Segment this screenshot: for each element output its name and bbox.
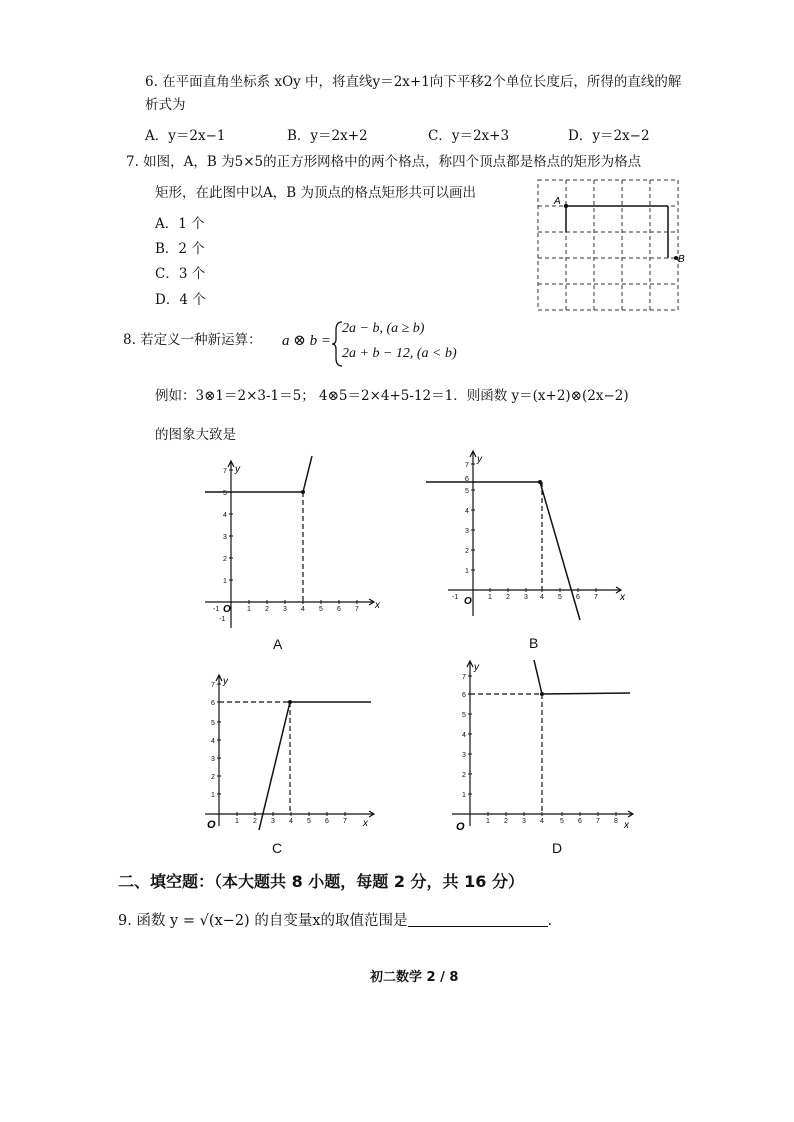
svg-text:7: 7: [462, 674, 466, 681]
svg-text:6: 6: [211, 700, 215, 707]
q6-line1: 6. 在平面直角坐标系 xOy 中，将直线y＝2x+1向下平移2个单位长度后，所得的直线的解: [145, 74, 682, 90]
svg-text:6: 6: [578, 818, 582, 825]
q6-option-b: B．y＝2x+2: [287, 128, 368, 144]
svg-text:4: 4: [211, 738, 215, 745]
svg-text:-1: -1: [452, 594, 459, 601]
y-label: y: [235, 464, 240, 475]
corner-point: [301, 490, 305, 494]
svg-text:7: 7: [223, 468, 227, 475]
q6-option-c: C．y＝2x+3: [428, 128, 510, 144]
svg-text:7: 7: [211, 682, 215, 689]
y-label: y: [474, 662, 479, 673]
svg-text:6: 6: [325, 818, 329, 825]
graph-a: [195, 448, 385, 638]
q8-lhs: a ⊗ b =: [282, 333, 331, 349]
point-a-dot: [564, 204, 568, 208]
svg-text:4: 4: [289, 818, 293, 825]
svg-text:2: 2: [253, 818, 257, 825]
q9-answer-blank[interactable]: [408, 912, 548, 927]
q9-text: 9. 函数 y = √(x−2) 的自变量x的取值范围是: [118, 913, 408, 929]
svg-text:2: 2: [506, 594, 510, 601]
x-label: x: [624, 820, 629, 831]
svg-text:-1: -1: [219, 616, 226, 623]
origin-label: O: [207, 819, 216, 831]
svg-text:2: 2: [504, 818, 508, 825]
graph-c: [195, 664, 385, 840]
y-label: y: [477, 454, 482, 465]
svg-text:1: 1: [488, 594, 492, 601]
q7-option-c: C．3 个: [155, 266, 206, 282]
q8-case1: 2a − b, (a ≥ b): [342, 321, 425, 336]
function-segment: [534, 660, 542, 694]
svg-text:3: 3: [211, 756, 215, 763]
x-label: x: [375, 600, 380, 611]
svg-text:1: 1: [211, 792, 215, 799]
svg-text:7: 7: [355, 606, 359, 613]
svg-text:5: 5: [211, 720, 215, 727]
point-a-label: A: [554, 196, 561, 207]
corner-point: [538, 480, 542, 484]
origin-label: O: [223, 604, 231, 615]
q9-container: [118, 911, 552, 931]
svg-text:7: 7: [343, 818, 347, 825]
svg-text:3: 3: [462, 752, 466, 759]
svg-text:5: 5: [560, 818, 564, 825]
page-footer: 初二数学 2 / 8: [370, 970, 459, 985]
q8-case2: 2a + b − 12, (a < b): [342, 346, 457, 361]
svg-text:1: 1: [465, 568, 469, 575]
svg-text:2: 2: [223, 556, 227, 563]
svg-text:5: 5: [462, 712, 466, 719]
svg-text:4: 4: [462, 732, 466, 739]
point-b-label: B: [678, 254, 685, 265]
q7-option-a: A．1 个: [155, 216, 205, 232]
graph-d: [444, 656, 640, 840]
graph-a-label: A: [273, 636, 283, 652]
svg-text:1: 1: [223, 578, 227, 585]
svg-text:2: 2: [465, 548, 469, 555]
svg-text:6: 6: [462, 692, 466, 699]
svg-text:4: 4: [301, 606, 305, 613]
svg-text:4: 4: [223, 512, 227, 519]
svg-text:3: 3: [271, 818, 275, 825]
svg-text:4: 4: [465, 508, 469, 515]
q7-option-d: D．4 个: [155, 292, 206, 308]
svg-text:4: 4: [540, 594, 544, 601]
svg-text:7: 7: [596, 818, 600, 825]
svg-text:3: 3: [223, 534, 227, 541]
section-2-heading: 二、填空题：（本大题共 8 小题，每题 2 分，共 16 分）: [118, 872, 524, 891]
svg-text:4: 4: [540, 818, 544, 825]
svg-text:5: 5: [223, 490, 227, 497]
q8-example: 例如：3⊗1＝2×3-1＝5； 4⊗5＝2×4+5-12＝1．则函数 y＝(x+2)⊗(2x−2): [155, 388, 629, 404]
svg-text:7: 7: [594, 594, 598, 601]
svg-text:1: 1: [247, 606, 251, 613]
svg-text:6: 6: [465, 476, 469, 483]
svg-text:5: 5: [465, 488, 469, 495]
q6-option-d: D．y＝2x−2: [568, 128, 650, 144]
origin-label: O: [464, 596, 472, 607]
x-label: x: [363, 818, 368, 829]
q9-period: .: [547, 913, 553, 929]
svg-text:6: 6: [337, 606, 341, 613]
svg-text:8: 8: [614, 818, 618, 825]
svg-text:1: 1: [486, 818, 490, 825]
svg-text:-1: -1: [213, 606, 220, 613]
svg-text:2: 2: [462, 772, 466, 779]
q7-grid-figure: [530, 176, 692, 316]
svg-text:6: 6: [576, 594, 580, 601]
svg-text:5: 5: [307, 818, 311, 825]
q8-prefix: 8. 若定义一种新运算：: [123, 332, 262, 348]
y-label: y: [223, 676, 228, 687]
svg-text:3: 3: [465, 528, 469, 535]
svg-text:3: 3: [522, 818, 526, 825]
graph-c-label: C: [272, 840, 283, 856]
graph-b: [420, 448, 635, 628]
svg-text:1: 1: [235, 818, 239, 825]
q6-option-a: A．y＝2x−1: [145, 128, 226, 144]
q6-line2: 析式为: [145, 97, 186, 113]
q7-line2: 矩形，在此图中以A，B 为顶点的格点矩形共可以画出: [155, 185, 476, 201]
graph-b-label: B: [529, 635, 539, 651]
corner-point: [288, 700, 292, 704]
svg-text:2: 2: [265, 606, 269, 613]
x-label: x: [620, 592, 625, 603]
function-segment: [542, 693, 630, 694]
svg-text:5: 5: [319, 606, 323, 613]
function-segment: [259, 702, 290, 830]
graph-d-label: D: [552, 840, 563, 856]
svg-text:7: 7: [465, 462, 469, 469]
function-segment: [303, 456, 312, 492]
svg-text:5: 5: [558, 594, 562, 601]
svg-text:2: 2: [211, 774, 215, 781]
corner-point: [540, 692, 544, 696]
q7-option-b: B．2 个: [155, 241, 205, 257]
svg-text:1: 1: [462, 792, 466, 799]
q7-line1: 7. 如图，A，B 为5×5的正方形网格中的两个格点，称四个顶点都是格点的矩形为格点: [126, 154, 642, 170]
q8-tail: 的图象大致是: [155, 427, 236, 443]
svg-text:3: 3: [524, 594, 528, 601]
origin-label: O: [456, 821, 465, 833]
svg-text:3: 3: [283, 606, 287, 613]
